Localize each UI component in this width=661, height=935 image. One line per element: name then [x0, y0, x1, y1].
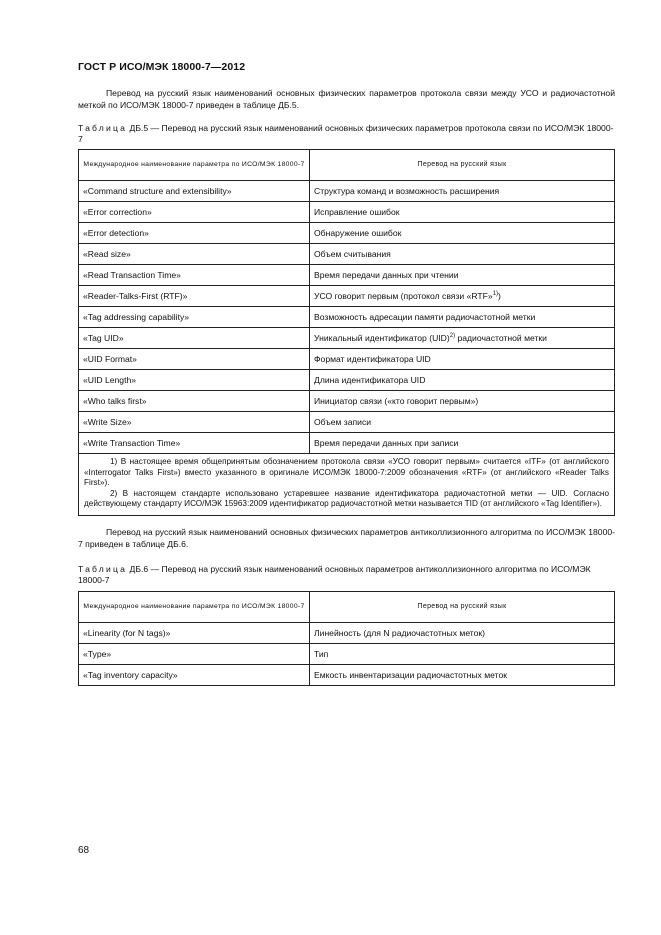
- table-row: [79, 286, 615, 307]
- cell-international-name: «Write Transaction Time»: [79, 433, 310, 454]
- table-row: [79, 623, 615, 644]
- header-col-international-name: Международное наименование параметра по ИСО/МЭК 18000-7: [79, 592, 310, 623]
- table5-caption-label: Таблица: [78, 123, 128, 133]
- cell-russian-translation: [310, 286, 615, 307]
- cell-international-name: «Error correction»: [79, 202, 310, 223]
- translation-text: УСО говорит первым (протокол связи «RTF»: [314, 291, 493, 301]
- translation-text: Объем считывания: [314, 249, 391, 259]
- translation-text: Уникальный идентификатор (UID): [314, 333, 450, 343]
- cell-international-name: «Type»: [79, 644, 310, 665]
- cell-russian-translation: [310, 433, 615, 454]
- header-col-russian-translation: Перевод на русский язык: [310, 592, 615, 623]
- cell-international-name: «Write Size»: [79, 412, 310, 433]
- table-row: [79, 307, 615, 328]
- cell-international-name: «Tag addressing capability»: [79, 307, 310, 328]
- translation-text: Возможность адресации памяти радиочастотной метки: [314, 312, 536, 322]
- cell-international-name: «Linearity (for N tags)»: [79, 623, 310, 644]
- footnote-2: [84, 489, 609, 510]
- translation-text: Исправление ошибок: [314, 207, 400, 217]
- translation-text: Емкость инвентаризации радиочастотных меток: [314, 670, 508, 680]
- table-header-row: [79, 592, 615, 623]
- table-row: [79, 349, 615, 370]
- table-db5: [78, 149, 615, 516]
- cell-russian-translation: [310, 391, 615, 412]
- table-notes: [79, 454, 615, 516]
- translation-text: Обнаружение ошибок: [314, 228, 402, 238]
- cell-russian-translation: [310, 665, 615, 686]
- translation-text: Длина идентификатора UID: [314, 375, 426, 385]
- translation-text: Формат идентификатора UID: [314, 354, 431, 364]
- intro-paragraph-2: [78, 526, 615, 550]
- table6-caption-text: ДБ.6 — Перевод на русский язык наименований основных параметров антиколлизионного алгоритма по ИСО/МЭК 18000-7: [78, 564, 591, 585]
- table-db6: [78, 591, 615, 686]
- table6-caption-label: Таблица: [78, 564, 128, 574]
- translation-text: Объем записи: [314, 417, 372, 427]
- cell-russian-translation: [310, 244, 615, 265]
- translation-text: Инициатор связи («кто говорит первым»): [314, 396, 479, 406]
- intro-paragraph-2-text: Перевод на русский язык наименований основных физических параметров антиколлизионного алгоритма по ИСО/МЭК 18000-7 приведен в таблице ДБ.6.: [78, 527, 615, 549]
- table-row: [79, 181, 615, 202]
- footnote-2-text: 2) В настоящем стандарте использовано устаревшее название идентификатора радиочастотной метки — UID. Согласно действующему стандарту ИСО/МЭК 15963:2009 идентификатор радиочастотной метки называется TID (от английского «Tag Identifier»).: [84, 488, 609, 509]
- footnote-1-text: 1) В настоящее время общепринятым обозначением протокола связи «УСО говорит первым» считается «ITF» (от английского «Interrogator Talks First») вместо указанного в оригинале ИСО/МЭК 18000-7:2009 обозначения «RTF» (от английского «Reader Talks First»).: [84, 457, 609, 488]
- header-col-russian-translation: Перевод на русский язык: [310, 150, 615, 181]
- cell-russian-translation: [310, 265, 615, 286]
- table-row: [79, 412, 615, 433]
- table-row: [79, 328, 615, 349]
- cell-international-name: «Command structure and extensibility»: [79, 181, 310, 202]
- cell-international-name: «Reader-Talks-First (RTF)»: [79, 286, 310, 307]
- cell-russian-translation: [310, 644, 615, 665]
- table-row: [79, 391, 615, 412]
- cell-international-name: «Tag UID»: [79, 328, 310, 349]
- page-number: 68: [78, 845, 90, 856]
- translation-text: Тип: [314, 649, 329, 659]
- cell-russian-translation: [310, 370, 615, 391]
- table-notes-row: [79, 454, 615, 516]
- cell-international-name: «Read Transaction Time»: [79, 265, 310, 286]
- table-row: [79, 370, 615, 391]
- translation-text: Линейность (для N радиочастотных меток): [314, 628, 486, 638]
- translation-text: Структура команд и возможность расширения: [314, 186, 500, 196]
- cell-russian-translation: [310, 202, 615, 223]
- cell-russian-translation: [310, 181, 615, 202]
- table6-caption: [78, 564, 618, 586]
- cell-international-name: «Tag inventory capacity»: [79, 665, 310, 686]
- footnote-marker: 1): [492, 291, 499, 298]
- table-row: [79, 223, 615, 244]
- cell-international-name: «Read size»: [79, 244, 310, 265]
- table-row: [79, 665, 615, 686]
- translation-text-after: ): [498, 291, 501, 301]
- header-col-international-name: Международное наименование параметра по ИСО/МЭК 18000-7: [79, 150, 310, 181]
- table-row: [79, 244, 615, 265]
- table-db5-body: [79, 181, 615, 454]
- cell-russian-translation: [310, 307, 615, 328]
- document-header: ГОСТ Р ИСО/МЭК 18000-7—2012: [78, 61, 246, 73]
- table-header-row: [79, 150, 615, 181]
- cell-international-name: «UID Length»: [79, 370, 310, 391]
- translation-text-after: радиочастотной метки: [455, 333, 547, 343]
- table5-caption: [78, 123, 618, 145]
- table5-caption-text: ДБ.5 — Перевод на русский язык наименований основных физических параметров протокола связи по ИСО/МЭК 18000-7: [78, 123, 614, 144]
- cell-international-name: «Who talks first»: [79, 391, 310, 412]
- translation-text: Время передачи данных при чтении: [314, 270, 459, 280]
- cell-russian-translation: [310, 223, 615, 244]
- table-row: [79, 265, 615, 286]
- footnote-marker: 2): [449, 333, 456, 340]
- table-row: [79, 202, 615, 223]
- cell-international-name: «UID Format»: [79, 349, 310, 370]
- table-db6-body: [79, 623, 615, 686]
- translation-text: Время передачи данных при записи: [314, 438, 459, 448]
- table-row: [79, 644, 615, 665]
- cell-russian-translation: [310, 349, 615, 370]
- intro-paragraph-1: [78, 87, 615, 111]
- footnote-1: [84, 457, 609, 489]
- cell-international-name: «Error detection»: [79, 223, 310, 244]
- intro-paragraph-1-text: Перевод на русский язык наименований основных физических параметров протокола связи между УСО и радиочастотной меткой по ИСО/МЭК 18000-7 приведен в таблице ДБ.5.: [78, 88, 615, 110]
- cell-russian-translation: [310, 623, 615, 644]
- cell-russian-translation: [310, 328, 615, 349]
- cell-russian-translation: [310, 412, 615, 433]
- table-row: [79, 433, 615, 454]
